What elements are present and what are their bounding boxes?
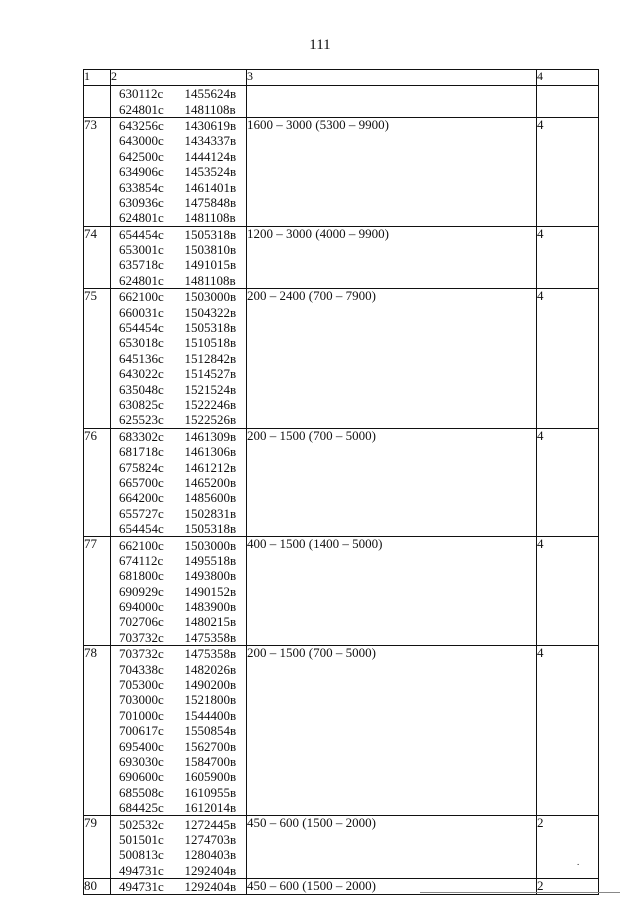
coordinate-pair (111, 101, 246, 116)
coordinate-pair (111, 133, 246, 148)
depth-range (247, 86, 537, 118)
latitude: 624801с (119, 272, 164, 288)
row-number: 79 (84, 816, 111, 879)
longitude: 1292404в (184, 879, 237, 895)
latitude: 630112с (119, 86, 164, 102)
coordinate-pair (111, 553, 246, 568)
longitude: 1503810в (184, 242, 237, 258)
coordinate-pair (111, 118, 246, 133)
latitude: 660031с (119, 304, 164, 320)
header-cell-3: 3 (247, 70, 537, 86)
coordinate-pair (111, 847, 246, 862)
latitude: 655727с (119, 505, 164, 521)
longitude: 1274703в (184, 831, 237, 847)
table-row (84, 816, 599, 879)
coordinate-pair (111, 289, 246, 304)
coordinate-pair (111, 86, 246, 101)
coordinate-pair (111, 257, 246, 272)
longitude: 1465200в (184, 474, 237, 490)
table-row (84, 428, 599, 537)
longitude: 1292404в (184, 862, 237, 878)
coordinate-pair (111, 568, 246, 583)
latitude: 630936с (119, 194, 164, 210)
coordinates-cell (111, 646, 247, 816)
coordinate-pair (111, 459, 246, 474)
longitude: 1272445в (184, 816, 237, 832)
latitude: 643000с (119, 133, 164, 149)
longitude: 1502831в (184, 505, 237, 521)
latitude: 683302с (119, 428, 164, 444)
longitude: 1490152в (184, 583, 237, 599)
coordinates-cell (111, 289, 247, 429)
latitude: 703732с (119, 629, 164, 645)
latitude: 653018с (119, 335, 164, 351)
table-row (84, 537, 599, 646)
longitude: 1482026в (184, 661, 237, 677)
row-number: 75 (84, 289, 111, 429)
longitude: 1562700в (184, 738, 237, 754)
latitude: 624801с (119, 101, 164, 117)
table-row (84, 86, 599, 118)
table-header-row (84, 70, 599, 86)
latitude: 665700с (119, 474, 164, 490)
coordinate-pair (111, 335, 246, 350)
latitude: 624801с (119, 210, 164, 226)
latitude: 635048с (119, 381, 164, 397)
longitude: 1455624в (184, 86, 237, 102)
coordinates-cell (111, 226, 247, 289)
coordinate-pair (111, 195, 246, 210)
longitude: 1550854в (184, 723, 237, 739)
coordinate-pair (111, 304, 246, 319)
coordinate-pair (111, 754, 246, 769)
latitude: 703732с (119, 646, 164, 662)
category: 4 (537, 646, 599, 816)
latitude: 681718с (119, 444, 164, 460)
longitude: 1491015в (184, 257, 237, 273)
latitude: 502532с (119, 816, 164, 832)
row-number: 77 (84, 537, 111, 646)
category: 2 (537, 878, 599, 894)
latitude: 684425с (119, 800, 164, 816)
coordinate-pair (111, 179, 246, 194)
coordinates-cell (111, 537, 247, 646)
coordinate-pair (111, 444, 246, 459)
coordinate-pair (111, 490, 246, 505)
coordinates-cell (111, 428, 247, 537)
coordinate-pair (111, 800, 246, 815)
depth-range: 200 – 1500 (700 – 5000) (247, 428, 537, 537)
longitude: 1503000в (184, 289, 237, 305)
coordinate-pair (111, 816, 246, 831)
depth-range: 200 – 1500 (700 – 5000) (247, 646, 537, 816)
coordinate-pair (111, 708, 246, 723)
category: 2 (537, 816, 599, 879)
longitude: 1505318в (184, 320, 237, 336)
coordinate-pair (111, 584, 246, 599)
latitude: 690600с (119, 769, 164, 785)
latitude: 685508с (119, 784, 164, 800)
header-cell-1: 1 (84, 70, 111, 86)
longitude: 1461306в (184, 444, 237, 460)
longitude: 1461309в (184, 428, 237, 444)
longitude: 1584700в (184, 753, 237, 769)
longitude: 1495518в (184, 552, 237, 568)
coordinate-pair (111, 614, 246, 629)
longitude: 1475358в (184, 629, 237, 645)
coordinate-pair (111, 769, 246, 784)
longitude: 1512842в (184, 350, 237, 366)
longitude: 1521524в (184, 381, 237, 397)
longitude: 1444124в (184, 148, 237, 164)
latitude: 633854с (119, 179, 164, 195)
coordinates-cell (111, 816, 247, 879)
coordinate-pair (111, 164, 246, 179)
longitude: 1461212в (184, 459, 237, 475)
coordinate-pair (111, 366, 246, 381)
longitude: 1490200в (184, 677, 237, 693)
longitude: 1503000в (184, 537, 237, 553)
coordinate-pair (111, 785, 246, 800)
page-number: 111 (309, 37, 331, 53)
coordinate-pair (111, 397, 246, 412)
coordinates-cell (111, 86, 247, 118)
latitude: 700617с (119, 723, 164, 739)
longitude: 1481108в (184, 210, 236, 226)
coordinate-pair (111, 242, 246, 257)
category: 4 (537, 537, 599, 646)
depth-range: 400 – 1500 (1400 – 5000) (247, 537, 537, 646)
longitude: 1544400в (184, 707, 237, 723)
category: 4 (537, 428, 599, 537)
table-row (84, 646, 599, 816)
latitude: 693030с (119, 753, 164, 769)
row-number (84, 86, 111, 118)
table-row (84, 289, 599, 429)
coordinate-pair (111, 506, 246, 521)
latitude: 654454с (119, 521, 164, 537)
longitude: 1514527в (184, 366, 237, 382)
latitude: 501501с (119, 831, 164, 847)
longitude: 1505318в (184, 226, 237, 242)
coordinate-pair (111, 692, 246, 707)
depth-range: 1200 – 3000 (4000 – 9900) (247, 226, 537, 289)
latitude: 494731с (119, 879, 164, 895)
row-number: 73 (84, 117, 111, 226)
latitude: 681800с (119, 568, 164, 584)
latitude: 694000с (119, 599, 164, 615)
latitude: 675824с (119, 459, 164, 475)
coordinate-pair (111, 832, 246, 847)
row-number: 80 (84, 878, 111, 894)
longitude: 1481108в (184, 101, 236, 117)
longitude: 1461401в (184, 179, 237, 195)
longitude: 1485600в (184, 490, 237, 506)
coordinates-table (83, 69, 599, 895)
latitude: 625523с (119, 412, 164, 428)
longitude: 1481108в (184, 272, 236, 288)
row-number: 78 (84, 646, 111, 816)
latitude: 664200с (119, 490, 164, 506)
stray-mark: . (577, 857, 580, 867)
coordinate-pair (111, 351, 246, 366)
depth-range: 1600 – 3000 (5300 – 9900) (247, 117, 537, 226)
coordinates-cell (111, 878, 247, 894)
latitude: 634906с (119, 164, 164, 180)
latitude: 662100с (119, 537, 164, 553)
footer-rule (420, 892, 620, 893)
coordinate-pair (111, 227, 246, 242)
coordinate-pair (111, 630, 246, 645)
longitude: 1612014в (184, 800, 237, 816)
longitude: 1280403в (184, 847, 237, 863)
longitude: 1610955в (184, 784, 237, 800)
coordinate-pair (111, 661, 246, 676)
latitude: 654454с (119, 320, 164, 336)
category: 4 (537, 226, 599, 289)
latitude: 705300с (119, 677, 164, 693)
latitude: 701000с (119, 707, 164, 723)
category: 4 (537, 117, 599, 226)
table-row (84, 226, 599, 289)
longitude: 1504322в (184, 304, 237, 320)
longitude: 1434337в (184, 133, 237, 149)
coordinate-pair (111, 723, 246, 738)
coordinate-pair (111, 537, 246, 552)
longitude: 1521800в (184, 692, 237, 708)
longitude: 1605900в (184, 769, 237, 785)
header-cell-4: 4 (537, 70, 599, 86)
coordinate-pair (111, 429, 246, 444)
coordinate-pair (111, 320, 246, 335)
longitude: 1522526в (184, 412, 237, 428)
latitude: 635718с (119, 257, 164, 273)
longitude: 1475848в (184, 194, 237, 210)
latitude: 654454с (119, 226, 164, 242)
latitude: 643022с (119, 366, 164, 382)
coordinate-pair (111, 475, 246, 490)
latitude: 674112с (119, 552, 164, 568)
latitude: 695400с (119, 738, 164, 754)
table-row (84, 117, 599, 226)
longitude: 1475358в (184, 646, 237, 662)
coordinate-pair (111, 381, 246, 396)
category (537, 86, 599, 118)
latitude: 494731с (119, 862, 164, 878)
coordinate-pair (111, 210, 246, 225)
coordinate-pair (111, 412, 246, 427)
latitude: 500813с (119, 847, 164, 863)
coordinate-pair (111, 879, 246, 894)
depth-range: 200 – 2400 (700 – 7900) (247, 289, 537, 429)
coordinates-cell (111, 117, 247, 226)
latitude: 630825с (119, 397, 164, 412)
longitude: 1522246в (184, 397, 237, 412)
longitude: 1510518в (184, 335, 237, 351)
latitude: 662100с (119, 289, 164, 305)
row-number: 76 (84, 428, 111, 537)
latitude: 643256с (119, 117, 164, 133)
longitude: 1493800в (184, 568, 237, 584)
coordinate-pair (111, 646, 246, 661)
latitude: 645136с (119, 350, 164, 366)
latitude: 702706с (119, 614, 164, 630)
coordinate-pair (111, 599, 246, 614)
coordinate-pair (111, 273, 246, 288)
category: 4 (537, 289, 599, 429)
latitude: 642500с (119, 148, 164, 164)
latitude: 704338с (119, 661, 164, 677)
header-cell-2: 2 (111, 70, 247, 86)
longitude: 1480215в (184, 614, 237, 630)
row-number: 74 (84, 226, 111, 289)
coordinate-pair (111, 677, 246, 692)
coordinate-pair (111, 863, 246, 878)
longitude: 1505318в (184, 521, 237, 537)
depth-range: 450 – 600 (1500 – 2000) (247, 816, 537, 879)
coordinate-pair (111, 521, 246, 536)
latitude: 690929с (119, 583, 164, 599)
longitude: 1430619в (184, 117, 237, 133)
coordinate-pair (111, 738, 246, 753)
latitude: 653001с (119, 242, 164, 258)
depth-range: 450 – 600 (1500 – 2000) (247, 878, 537, 894)
coordinate-pair (111, 149, 246, 164)
longitude: 1483900в (184, 599, 237, 615)
longitude: 1453524в (184, 164, 237, 180)
latitude: 703000с (119, 692, 164, 708)
